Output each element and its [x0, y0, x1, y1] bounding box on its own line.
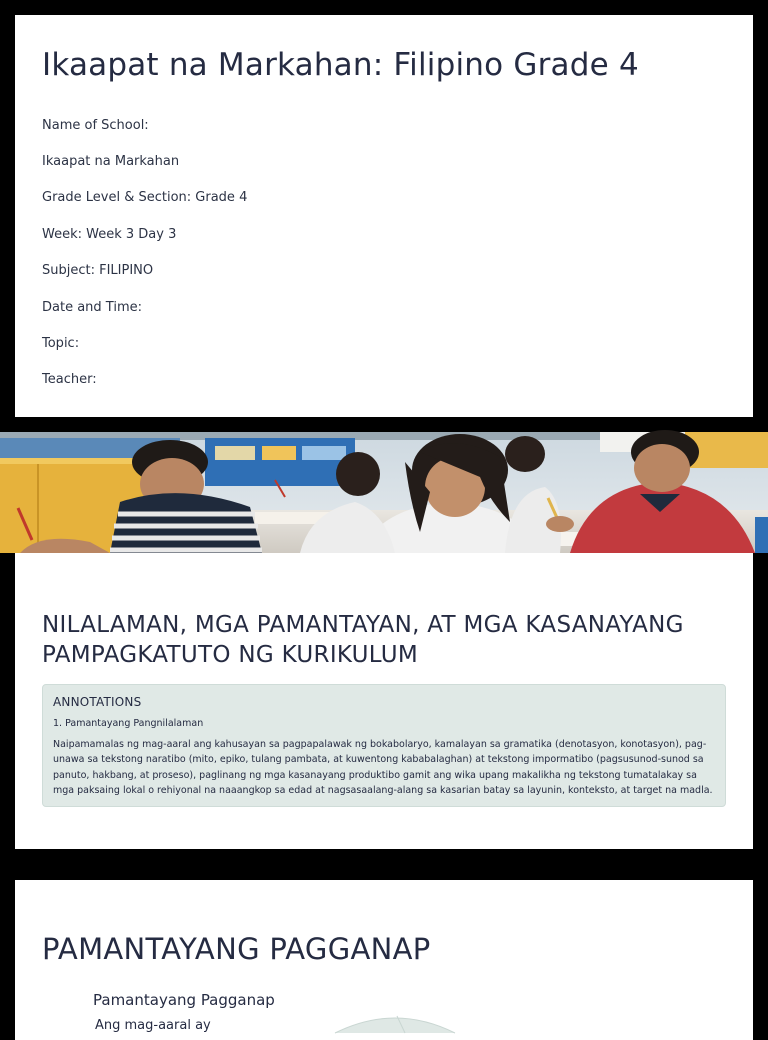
- info-quarter: Ikaapat na Markahan: [42, 154, 180, 169]
- info-week: Week: Week 3 Day 3: [42, 227, 177, 242]
- annotations-box: [42, 684, 726, 807]
- annotations-heading: ANNOTATIONS: [53, 695, 142, 709]
- page-title: Ikaapat na Markahan: Filipino Grade 4: [42, 47, 639, 83]
- diagram-circle-shape: [325, 1013, 465, 1033]
- info-topic: Topic:: [42, 336, 80, 351]
- performance-label: Pamantayang Pagganap: [93, 991, 275, 1009]
- performance-text: Ang mag-aaral ay: [95, 1018, 211, 1033]
- performance-title: PAMANTAYANG PAGGANAP: [42, 932, 431, 966]
- slide-card-intro: [15, 15, 753, 417]
- annotation-item-title: 1. Pamantayang Pangnilalaman: [53, 718, 204, 729]
- slide-card-performance: [15, 880, 753, 1040]
- info-subject: Subject: FILIPINO: [42, 263, 154, 278]
- info-name-of-school: Name of School:: [42, 118, 149, 133]
- classroom-students-photo: [0, 432, 768, 553]
- curriculum-title: NILALAMAN, MGA PAMANTAYAN, AT MGA KASANAYANG PAMPAGKATUTO NG KURIKULUM: [42, 612, 684, 668]
- info-date-time: Date and Time:: [42, 300, 142, 315]
- info-grade-level: Grade Level & Section: Grade 4: [42, 190, 248, 205]
- slide-card-curriculum: [15, 553, 753, 849]
- info-teacher: Teacher:: [42, 372, 97, 387]
- annotation-item-body: Naipamamalas ng mag-aaral ang kahusayan sa pagpapalawak ng bokabolaryo, kamalayan sa gramatika (denotasyon, konotasyon), pag-unawa sa tekstong naratibo (mito, epiko, tulang pambata, at kuwentong kababalaghan) at tekstong impormatibo (pagsusunod-sunod sa panuto, hakbang, at proseso), paglinang ng mga kasanayang produktibo gamit ang wika upang makalikha ng tekstong tumatalakay sa mga paksaing lokal o rehiyonal na naaangkop sa edad at nagsasaalang-alang sa kasarian batay sa layunin, konteksto, at target na madla.: [53, 739, 713, 796]
